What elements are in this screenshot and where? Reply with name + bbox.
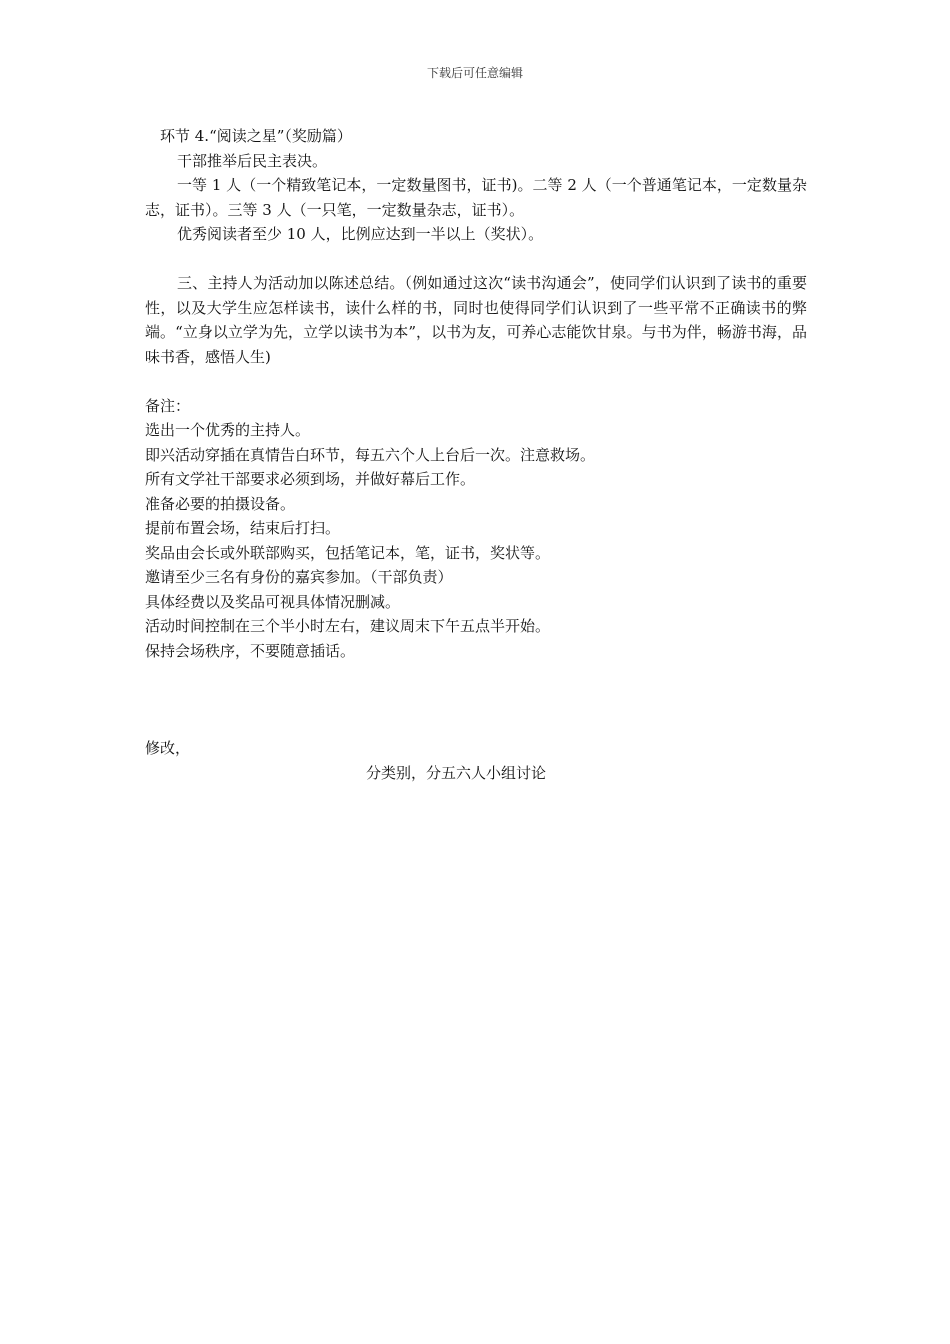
- section4-title: 环节 4.“阅读之星”（奖励篇）: [160, 127, 352, 145]
- section4-line-2: 一等 1 人（一个精致笔记本，一定数量图书，证书)。二等 2 人（一个普通笔记本，一定数量杂志，证书）。三等 3 人（一只笔，一定数量杂志，证书）。: [145, 176, 807, 219]
- note-item: 保持会场秩序，不要随意插话。: [145, 641, 356, 660]
- note-item: 活动时间控制在三个半小时左右，建议周末下午五点半开始。: [145, 617, 551, 635]
- section3-summary: 三、主持人为活动加以陈述总结。（例如通过这次“读书沟通会”，使同学们认识到了读书的重要性，以及大学生应怎样读书，读什么样的书，同时也使得同学们认识到了一些平常不正确读书的弊端。“立身以立学为先，立学以读书为本”，以书为友，可养心志能饮甘泉。与书为伴，畅游书海，品味书香，感悟人生): [145, 274, 807, 366]
- note-item: 具体经费以及奖品可视具体情况删减。: [145, 592, 401, 611]
- note-item: 邀请至少三名有身份的嘉宾参加。（干部负责）: [145, 568, 453, 586]
- note-item: 即兴活动穿插在真情告白环节，每五六个人上台后一次。注意救场。: [145, 445, 596, 464]
- note-item: 选出一个优秀的主持人。: [145, 421, 311, 439]
- spacer: [145, 247, 807, 272]
- spacer: [145, 663, 807, 736]
- note-item: 奖品由会长或外联部购买，包括笔记本，笔，证书，奖状等。: [145, 543, 551, 562]
- document-body: [145, 124, 807, 785]
- revision-label: 修改，: [145, 739, 191, 757]
- section4-line-3: 优秀阅读者至少 10 人，比例应达到一半以上（奖状）。: [177, 225, 544, 243]
- page-header: 下载后可任意编辑: [426, 66, 523, 80]
- notes-heading: 备注：: [145, 396, 191, 415]
- section4-line-1: 干部推举后民主表决。: [177, 151, 328, 170]
- note-item: 所有文学社干部要求必须到场，并做好幕后工作。: [145, 470, 476, 488]
- revision-line: 分类别，分五六人小组讨论: [365, 763, 546, 782]
- note-item: 准备必要的拍摄设备。: [145, 494, 296, 513]
- note-item: 提前布置会场，结束后打扫。: [145, 519, 341, 537]
- spacer: [145, 369, 807, 394]
